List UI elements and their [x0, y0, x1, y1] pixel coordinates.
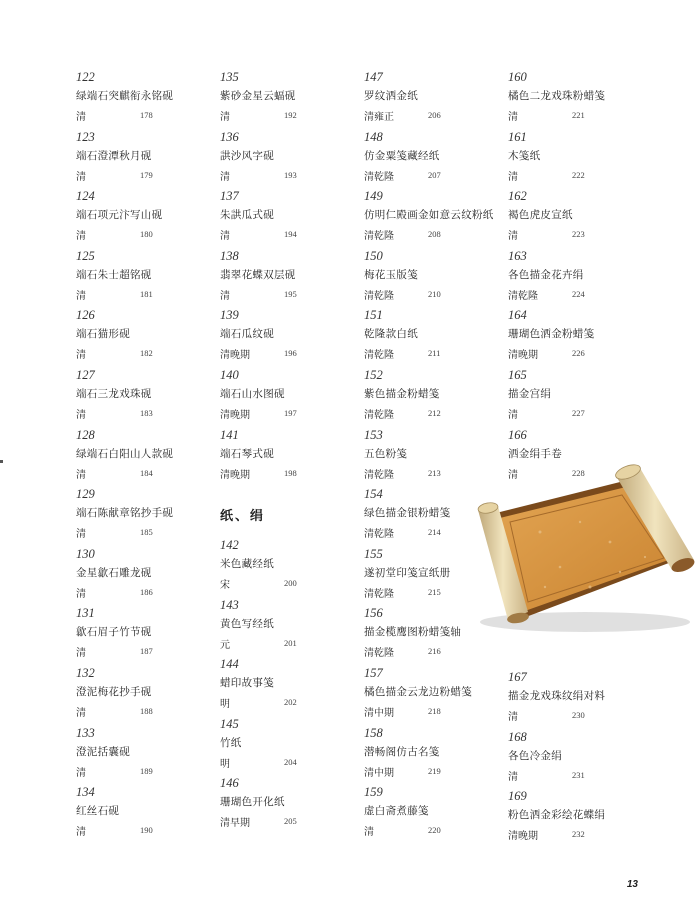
- entry-period: 清乾隆: [364, 409, 394, 421]
- entry-title: 端石朱士超铭砚: [76, 268, 152, 281]
- entry-title: 褐色虎皮宣纸: [508, 209, 573, 222]
- entry-number: 156: [364, 606, 383, 621]
- entry-number: 163: [508, 248, 527, 263]
- entry-page: 179: [140, 169, 153, 180]
- entry-number: 136: [220, 129, 239, 144]
- entry-number: 130: [76, 546, 95, 561]
- entry-period: 清: [508, 771, 518, 783]
- entry-period: 清: [508, 469, 518, 481]
- entry-title: 澄泥括囊砚: [76, 745, 130, 758]
- index-entry: [220, 70, 360, 130]
- entry-number: 147: [364, 70, 383, 84]
- index-entry: [508, 189, 648, 249]
- handscroll-image: [470, 462, 700, 640]
- entry-period: 清乾隆: [364, 231, 394, 243]
- entry-title: 澄泥梅花抄手砚: [76, 685, 152, 698]
- entry-title: 绿端石白阳山人款砚: [76, 447, 174, 460]
- entry-page: 184: [140, 467, 153, 478]
- entry-number: 155: [364, 546, 383, 561]
- entry-number: 144: [220, 657, 239, 672]
- entry-page: 204: [284, 756, 297, 767]
- index-column-4: [508, 70, 648, 487]
- entry-number: 149: [364, 189, 383, 204]
- index-entry: [364, 189, 504, 249]
- entry-page: 214: [428, 527, 441, 538]
- entry-period: 清: [220, 171, 230, 183]
- entry-period: 清: [220, 231, 230, 243]
- entry-page: 226: [572, 348, 585, 359]
- entry-page: 188: [140, 705, 153, 716]
- entry-page: 190: [140, 825, 153, 836]
- entry-title: 端石三龙戏珠砚: [76, 387, 152, 400]
- entry-number: 146: [220, 776, 239, 791]
- index-entry: [364, 70, 504, 130]
- entry-page: 210: [428, 288, 441, 299]
- entry-title: 仿明仁殿画金如意云纹粉纸: [364, 209, 494, 222]
- entry-title: 端石琴式砚: [220, 447, 274, 460]
- entry-period: 清中期: [364, 767, 394, 779]
- entry-title: 描金宫绢: [508, 387, 552, 400]
- entry-page: 231: [572, 769, 585, 780]
- entry-title: 乾隆款白纸: [364, 328, 418, 341]
- entry-title: 遂初堂印笺宣纸册: [364, 566, 451, 579]
- entry-title: 绿端石突麒衔永铭砚: [76, 90, 174, 102]
- entry-number: 143: [220, 597, 239, 612]
- entry-page: 196: [284, 348, 297, 359]
- entry-page: 213: [428, 467, 441, 478]
- entry-period: 清: [76, 529, 86, 541]
- index-entry: [364, 726, 504, 786]
- entry-title: 米色藏经纸: [220, 558, 274, 570]
- entry-period: 清乾隆: [364, 350, 394, 362]
- entry-period: 清雍正: [364, 112, 394, 123]
- index-entry: [220, 538, 360, 598]
- entry-period: 清: [364, 827, 374, 839]
- entry-title: 端石项元汴写山砚: [76, 209, 163, 222]
- entry-title: 仿金粟笺藏经纸: [364, 149, 440, 162]
- entry-number: 133: [76, 725, 95, 740]
- entry-period: 清晚期: [508, 350, 538, 362]
- index-entry: [220, 717, 360, 777]
- entry-number: 164: [508, 308, 527, 323]
- entry-number: 123: [76, 129, 95, 144]
- index-entry: [508, 130, 648, 190]
- entry-period: 清中期: [364, 707, 394, 719]
- index-entry: [76, 249, 216, 309]
- index-entry: [76, 487, 216, 547]
- entry-number: 139: [220, 308, 239, 323]
- entry-period: 清: [76, 588, 86, 600]
- entry-title: 端石陈献章铭抄手砚: [76, 507, 174, 520]
- index-entry: [76, 70, 216, 130]
- index-entry: [508, 368, 648, 428]
- entry-title: 紫色描金粉蜡笺: [364, 387, 440, 400]
- entry-period: 清晚期: [220, 350, 250, 362]
- entry-number: 140: [220, 367, 239, 382]
- entry-title: 橘色二龙戏珠粉蜡笺: [508, 90, 606, 102]
- section-heading-paper-silk: 纸、绢: [220, 509, 266, 524]
- index-entry: [220, 428, 360, 488]
- entry-title: 各色冷金绢: [508, 749, 562, 762]
- entry-period: 清: [76, 171, 86, 183]
- entry-period: 清: [508, 171, 518, 183]
- entry-page: 220: [428, 825, 441, 836]
- entry-period: 元: [220, 639, 230, 651]
- entry-number: 122: [76, 70, 95, 84]
- entry-page: 230: [572, 710, 585, 720]
- entry-title: 紫砂金星云蝠砚: [220, 90, 296, 102]
- entry-period: 清: [76, 767, 86, 779]
- entry-page: 180: [140, 229, 153, 240]
- index-entry: [76, 726, 216, 786]
- entry-number: 160: [508, 70, 527, 84]
- index-entry: [220, 249, 360, 309]
- index-column-2: [220, 70, 360, 487]
- index-entry: [76, 308, 216, 368]
- page-number: 13: [626, 879, 638, 890]
- index-entry: [364, 666, 504, 726]
- entry-period: 清乾隆: [364, 171, 394, 183]
- entry-title: 端石猫形砚: [76, 328, 130, 341]
- entry-page: 215: [428, 586, 441, 597]
- entry-period: 清乾隆: [364, 469, 394, 481]
- entry-period: 清乾隆: [364, 588, 394, 600]
- entry-title: 描金榄鹰图粉蜡笺轴: [364, 626, 462, 639]
- entry-number: 142: [220, 538, 239, 552]
- entry-period: 清乾隆: [364, 290, 394, 302]
- entry-number: 157: [364, 665, 383, 680]
- index-entry: [76, 428, 216, 488]
- entry-number: 168: [508, 729, 527, 744]
- entry-period: 清乾隆: [508, 290, 538, 302]
- entry-title: 橘色描金云龙边粉蜡笺: [364, 685, 472, 698]
- entry-page: 207: [428, 169, 441, 180]
- entry-number: 162: [508, 189, 527, 204]
- entry-title: 罗纹洒金纸: [364, 90, 418, 102]
- entry-page: 195: [284, 288, 297, 299]
- entry-number: 141: [220, 427, 239, 442]
- entry-page: 194: [284, 229, 297, 240]
- index-entry: [220, 308, 360, 368]
- index-entry: [508, 70, 648, 130]
- entry-title: 金星歙石雕龙砚: [76, 566, 152, 579]
- index-entry: [220, 776, 360, 836]
- entry-number: 134: [76, 785, 95, 800]
- entry-number: 135: [220, 70, 239, 84]
- entry-page: 185: [140, 527, 153, 538]
- entry-period: 清晚期: [508, 831, 538, 843]
- entry-page: 192: [284, 110, 297, 120]
- index-entry: [364, 130, 504, 190]
- entry-title: 珊瑚色开化纸: [220, 796, 285, 809]
- entry-page: 187: [140, 646, 153, 657]
- index-entry: [364, 308, 504, 368]
- entry-page: 216: [428, 646, 441, 657]
- entry-page: 201: [284, 637, 297, 648]
- entry-title: 竹纸: [220, 736, 242, 749]
- index-column-3: [364, 70, 504, 845]
- entry-page: 232: [572, 829, 585, 840]
- entry-page: 223: [572, 229, 585, 240]
- entry-page: 189: [140, 765, 153, 776]
- entry-period: 清乾隆: [364, 529, 394, 541]
- entry-period: 清: [76, 409, 86, 421]
- entry-title: 珊瑚色洒金粉蜡笺: [508, 328, 595, 341]
- entry-period: 清乾隆: [364, 648, 394, 660]
- entry-page: 200: [284, 578, 297, 588]
- entry-title: 端石瓜纹砚: [220, 328, 274, 341]
- index-entry: [220, 657, 360, 717]
- entry-period: 清: [76, 648, 86, 660]
- index-column-4-lower: [508, 670, 648, 849]
- entry-period: 清: [508, 712, 518, 723]
- entry-number: 151: [364, 308, 383, 323]
- entry-title: 鿁沙风字砚: [220, 149, 274, 162]
- index-entry: [364, 249, 504, 309]
- entry-number: 128: [76, 427, 95, 442]
- entry-title: 绿色描金银粉蜡笺: [364, 507, 451, 520]
- entry-number: 138: [220, 248, 239, 263]
- entry-number: 154: [364, 487, 383, 502]
- entry-page: 193: [284, 169, 297, 180]
- entry-number: 152: [364, 367, 383, 382]
- entry-title: 蜡印故事笺: [220, 677, 274, 690]
- index-entry: [508, 249, 648, 309]
- entry-title: 描金龙戏珠纹绢对料: [508, 690, 606, 702]
- entry-page: 206: [428, 110, 441, 120]
- entry-number: 127: [76, 367, 95, 382]
- entry-page: 205: [284, 816, 297, 827]
- entry-number: 159: [364, 785, 383, 800]
- entry-period: 明: [220, 699, 230, 711]
- entry-number: 161: [508, 129, 527, 144]
- entry-title: 梅花玉版笺: [364, 268, 418, 281]
- index-entry: [364, 785, 504, 845]
- index-entry: [76, 606, 216, 666]
- entry-page: 219: [428, 765, 441, 776]
- entry-number: 148: [364, 129, 383, 144]
- entry-period: 清: [76, 827, 86, 839]
- entry-period: 清: [76, 112, 86, 123]
- entry-page: 181: [140, 288, 153, 299]
- entry-title: 翡翠花蝶双层砚: [220, 268, 296, 281]
- entry-page: 186: [140, 586, 153, 597]
- entry-title: 木笺纸: [508, 149, 541, 162]
- margin-mark: [0, 460, 3, 463]
- entry-title: 各色描金花卉绢: [508, 268, 584, 281]
- index-entry: [76, 189, 216, 249]
- entry-period: 清: [76, 707, 86, 719]
- entry-page: 222: [572, 169, 585, 180]
- entry-title: 五色粉笺: [364, 447, 408, 460]
- index-entry: [76, 130, 216, 190]
- index-entry: [508, 730, 648, 790]
- entry-page: 202: [284, 697, 297, 708]
- entry-period: 清: [508, 231, 518, 243]
- index-entry: [220, 598, 360, 658]
- entry-period: 清: [220, 112, 230, 123]
- index-entry: [76, 547, 216, 607]
- index-entry: [76, 666, 216, 726]
- entry-number: 125: [76, 248, 95, 263]
- entry-number: 153: [364, 427, 383, 442]
- entry-page: 227: [572, 407, 585, 418]
- index-column-2-paper: [220, 538, 360, 836]
- entry-number: 166: [508, 427, 527, 442]
- entry-number: 129: [76, 487, 95, 502]
- entry-page: 182: [140, 348, 153, 359]
- entry-page: 211: [428, 348, 441, 359]
- entry-title: 黄色写经纸: [220, 617, 274, 630]
- entry-page: 198: [284, 467, 297, 478]
- entry-title: 粉色洒金彩绘花蝶绢: [508, 809, 606, 822]
- entry-page: 228: [572, 467, 585, 478]
- entry-title: 潜畅阁仿古名笺: [364, 745, 440, 758]
- entry-period: 清早期: [220, 818, 250, 830]
- entry-period: 清: [508, 112, 518, 123]
- entry-number: 165: [508, 367, 527, 382]
- entry-page: 221: [572, 110, 585, 120]
- index-entry: [220, 368, 360, 428]
- entry-period: 清: [220, 290, 230, 302]
- index-entry: [508, 308, 648, 368]
- entry-period: 清: [76, 290, 86, 302]
- index-entry: [220, 130, 360, 190]
- entry-period: 清: [76, 469, 86, 481]
- entry-page: 218: [428, 705, 441, 716]
- entry-page: 224: [572, 288, 585, 299]
- index-entry: [508, 670, 648, 730]
- entry-period: 清: [76, 350, 86, 362]
- entry-period: 清晚期: [220, 469, 250, 481]
- entry-number: 137: [220, 189, 239, 204]
- entry-title: 歙石眉子竹节砚: [76, 626, 152, 639]
- index-entry: [508, 789, 648, 849]
- entry-number: 145: [220, 716, 239, 731]
- entry-number: 158: [364, 725, 383, 740]
- entry-title: 端石山水图砚: [220, 387, 285, 400]
- entry-page: 212: [428, 407, 441, 418]
- entry-number: 124: [76, 189, 95, 204]
- entry-title: 朱鿁瓜式砚: [220, 209, 274, 222]
- entry-page: 208: [428, 229, 441, 240]
- entry-title: 虚白斋煮藤笺: [364, 805, 429, 818]
- entry-number: 132: [76, 665, 95, 680]
- entry-title: 端石澄潭秋月砚: [76, 149, 152, 162]
- entry-page: 197: [284, 407, 297, 418]
- index-entry: [76, 785, 216, 845]
- entry-page: 178: [140, 110, 153, 120]
- entry-period: 明: [220, 758, 230, 770]
- entry-number: 126: [76, 308, 95, 323]
- entry-page: 183: [140, 407, 153, 418]
- index-entry: [76, 368, 216, 428]
- entry-number: 169: [508, 789, 527, 804]
- entry-period: 宋: [220, 580, 230, 591]
- index-entry: [364, 368, 504, 428]
- entry-title: 红丝石砚: [76, 805, 120, 818]
- entry-number: 150: [364, 248, 383, 263]
- entry-period: 清晚期: [220, 409, 250, 421]
- entry-period: 清: [508, 409, 518, 421]
- index-entry: [220, 189, 360, 249]
- entry-number: 167: [508, 670, 527, 684]
- entry-period: 清: [76, 231, 86, 243]
- entry-title: 洒金绢手卷: [508, 447, 562, 460]
- index-column-1: [76, 70, 216, 845]
- entry-number: 131: [76, 606, 95, 621]
